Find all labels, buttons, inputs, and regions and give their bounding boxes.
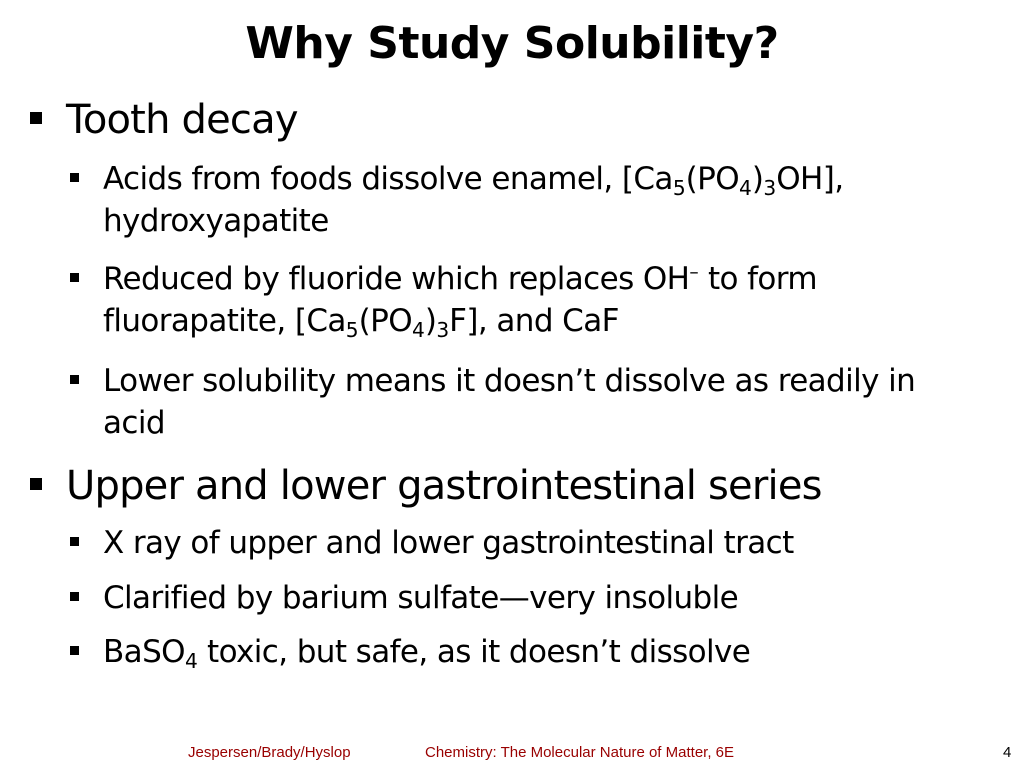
- text-run: Acids from foods dissolve enamel, [Ca: [103, 161, 673, 197]
- square-bullet-icon: [30, 112, 42, 124]
- subscript: 3: [436, 318, 450, 343]
- subscript: 5: [345, 318, 359, 343]
- subscript: 4: [412, 318, 425, 343]
- superscript: –: [689, 261, 699, 283]
- text-run: to form fluorapatite, [Ca: [103, 261, 817, 339]
- bullet-heading: Tooth decay: [66, 97, 298, 143]
- subscript: 5: [672, 176, 686, 201]
- subscript: 4: [739, 176, 752, 201]
- square-bullet-icon: [70, 537, 79, 546]
- page-number: 4: [1003, 744, 1012, 761]
- sub-bullet-baso4: [70, 631, 980, 673]
- text-run: BaSO: [103, 634, 185, 670]
- text-run: Reduced by fluoride which replaces OH: [103, 261, 690, 297]
- square-bullet-icon: [30, 478, 42, 490]
- sub-bullet-text: [103, 258, 980, 342]
- square-bullet-icon: [70, 592, 79, 601]
- sub-bullet-text: [103, 631, 980, 673]
- footer-credit: Jespersen/Brady/Hyslop: [188, 744, 351, 761]
- square-bullet-icon: [70, 173, 79, 182]
- text-run: (PO: [685, 161, 740, 197]
- sub-bullet-text: X ray of upper and lower gastrointestinal tract: [103, 525, 794, 561]
- text-run: F], and CaF: [449, 303, 619, 339]
- subscript: 3: [763, 176, 777, 201]
- text-run: ): [751, 161, 764, 197]
- text-run: ): [424, 303, 437, 339]
- sub-bullet-text: Clarified by barium sulfate—very insoluble: [103, 580, 739, 616]
- sub-bullet-acids: [70, 158, 980, 242]
- text-run: (PO: [358, 303, 413, 339]
- sub-bullet-text: [103, 158, 980, 242]
- bullet-heading: Upper and lower gastrointestinal series: [66, 463, 822, 509]
- text-run: toxic, but safe, as it doesn’t dissolve: [197, 634, 751, 670]
- footer-book-title: Chemistry: The Molecular Nature of Matter, 6E: [425, 744, 735, 761]
- square-bullet-icon: [70, 273, 79, 282]
- sub-bullet-text: Lower solubility means it doesn’t dissolve as readily in acid: [103, 363, 916, 441]
- square-bullet-icon: [70, 375, 79, 384]
- slide-title: Why Study Solubility?: [245, 18, 779, 69]
- square-bullet-icon: [70, 646, 79, 655]
- sub-bullet-barium-sulfate: [70, 577, 980, 619]
- sub-bullet-xray: [70, 522, 980, 564]
- sub-bullet-fluoride: [70, 258, 980, 342]
- sub-bullet-lower-solubility: [70, 360, 980, 444]
- subscript: 4: [184, 649, 198, 674]
- text-run: OH], hydroxyapatite: [103, 161, 844, 239]
